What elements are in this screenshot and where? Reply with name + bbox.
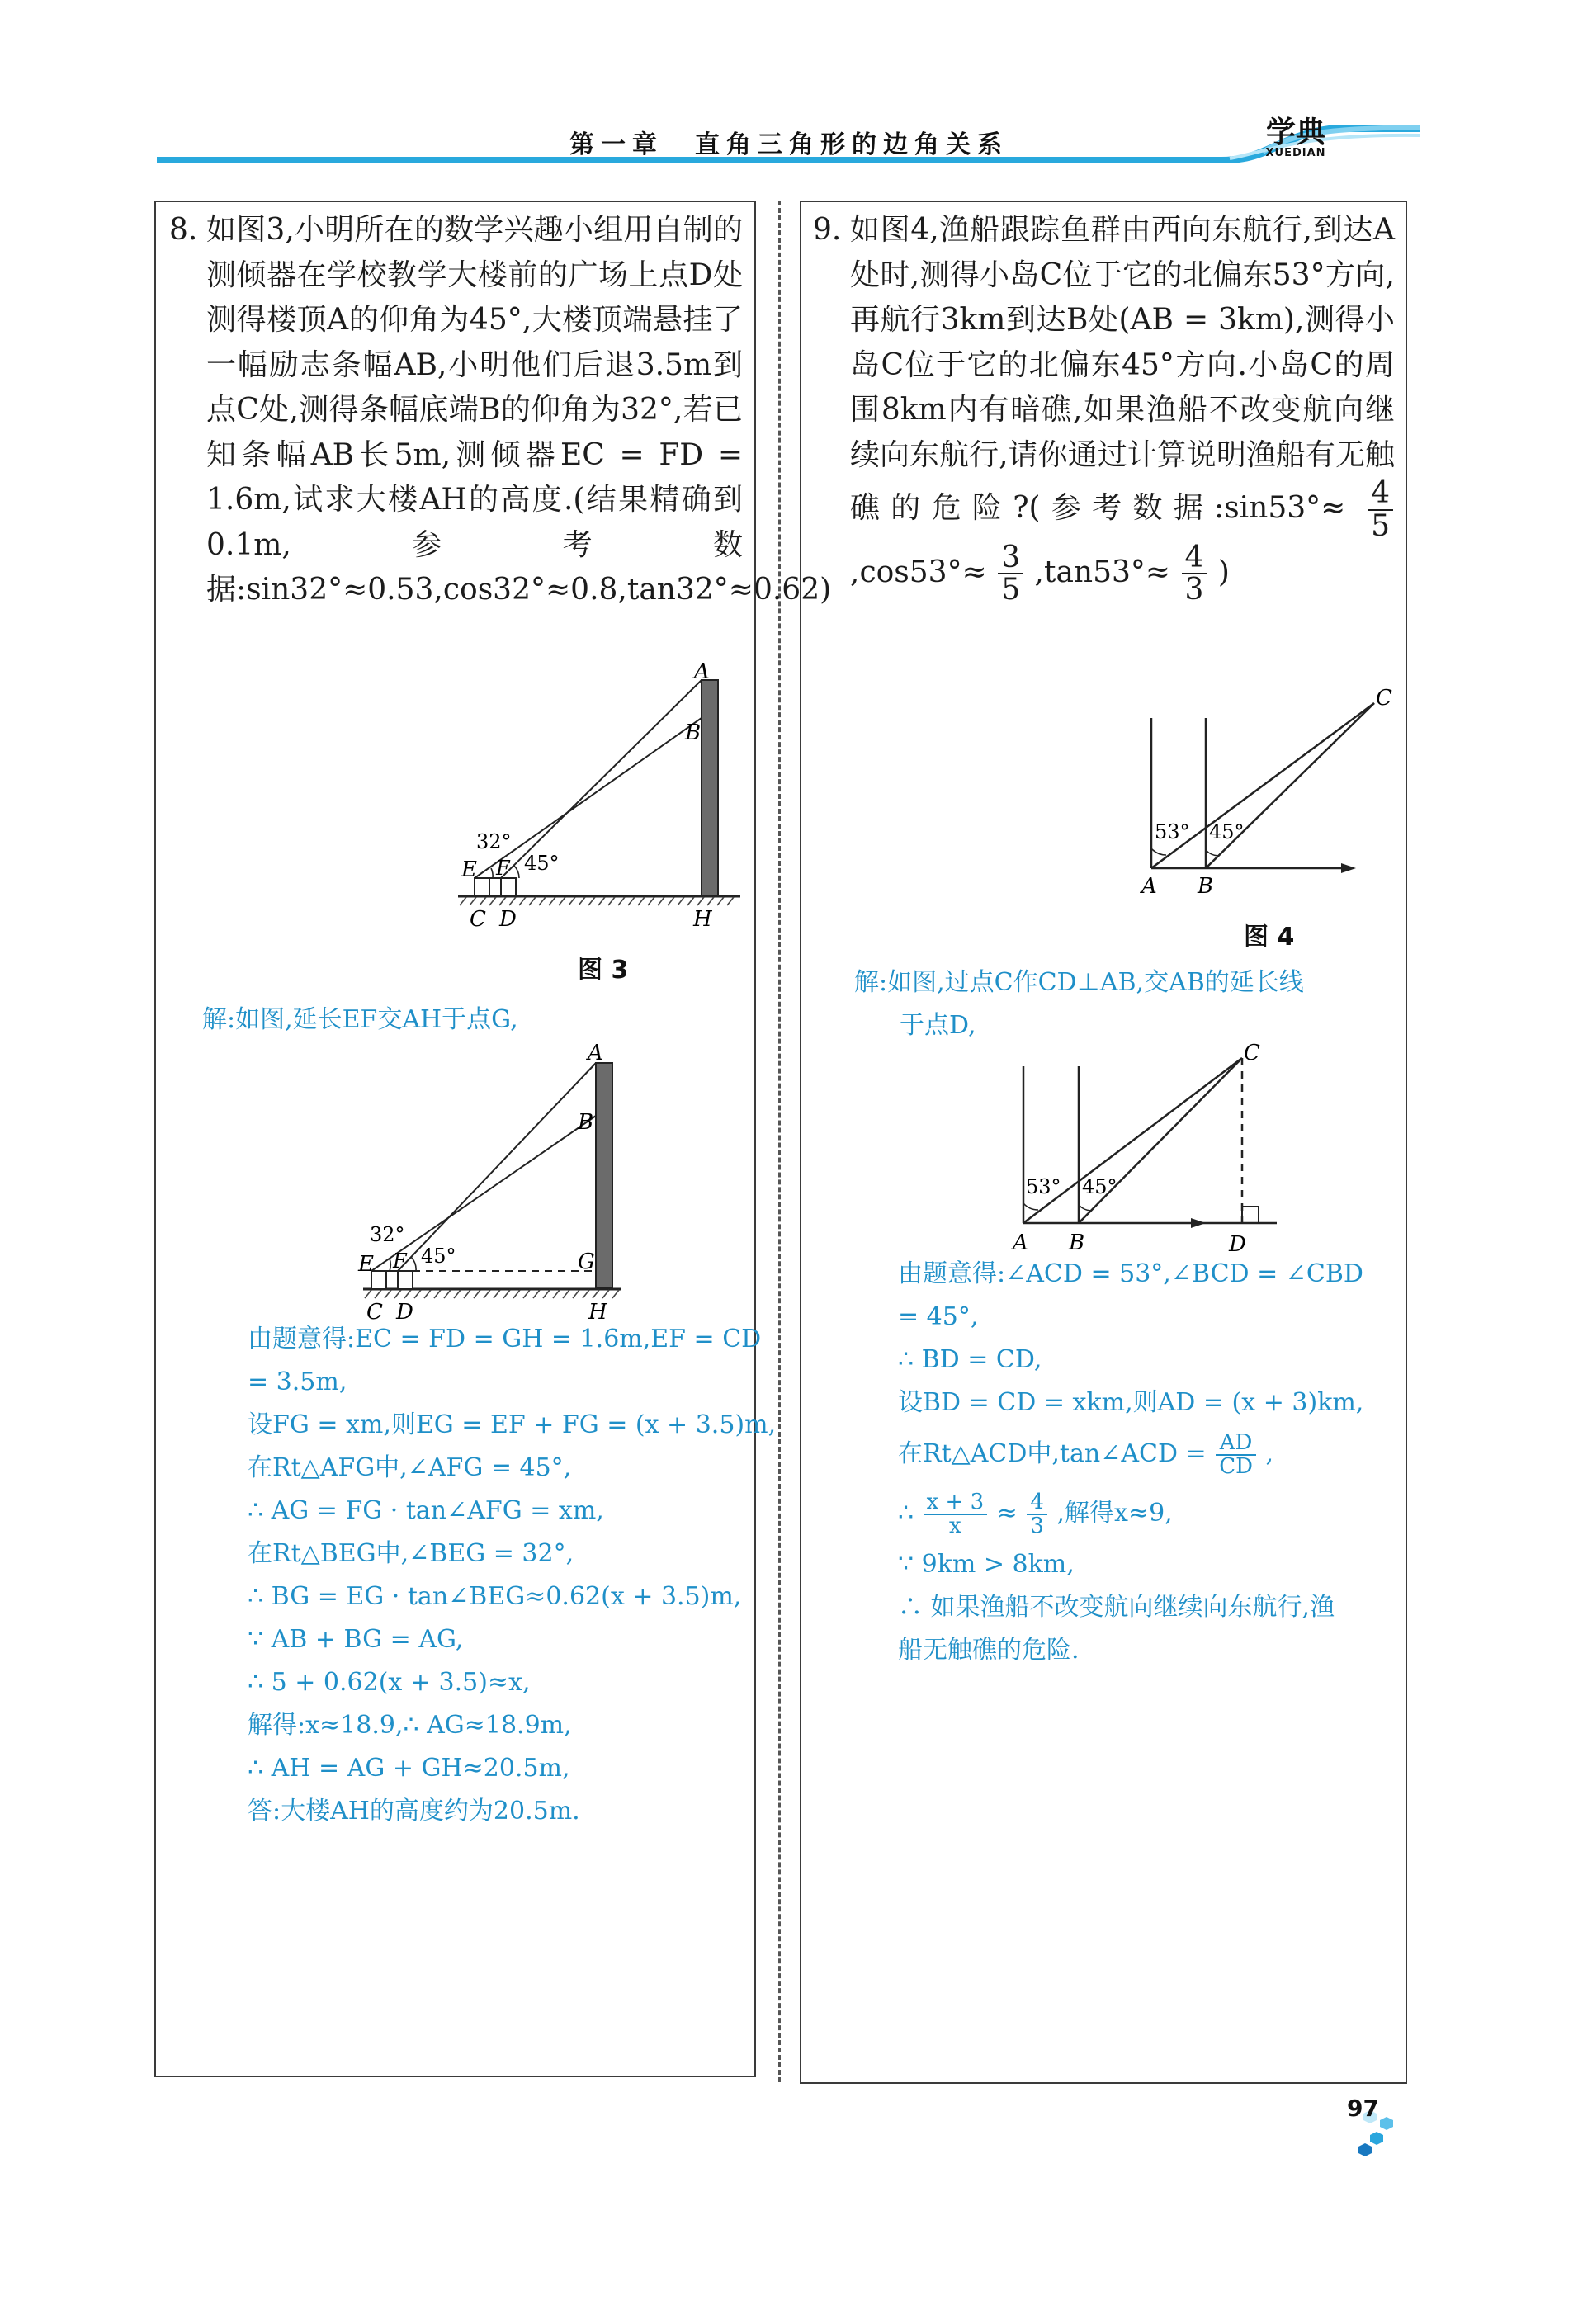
fig4-angle-45: 45°: [1209, 820, 1245, 843]
q9-solution-line: ∴ 如果渔船不改变航向继续向东航行,渔: [898, 1593, 1335, 1622]
q9-solution-line: = 45°,: [898, 1302, 979, 1331]
figure-3-caption: 图 3: [578, 956, 629, 985]
q8-solution-line: ∴ AG = FG · tan∠AFG = xm,: [248, 1496, 604, 1525]
fig3-angle-32: 32°: [476, 830, 512, 853]
figure-4-solution: [1011, 1042, 1283, 1260]
fig4s-label-b: B: [1069, 1230, 1085, 1255]
fig3-angle-45: 45°: [524, 852, 560, 875]
sin53-fraction: $\frac{4}{5}$: [1368, 478, 1393, 542]
q9-solution-line: 设BD = CD = xkm,则AD = (x + 3)km,: [898, 1388, 1364, 1417]
question-9-main-text: 如图4,渔船跟踪鱼群由西向东航行,到达A处时,测得小岛C位于它的北偏东53°方向,再航行3km到达B处(AB = 3km),测得小岛C位于它的北偏东45°方向.小岛C的周围8km内有暗礁,如果渔船不改变航向继续向东航行,请你通过计算说明渔船有无触礁的危险?(参考数据:sin53°≈: [850, 213, 1395, 525]
q9-solution: [898, 1253, 1363, 1672]
fig4s-angle-53: 53°: [1026, 1175, 1061, 1198]
q9-solution-line: 于点D,: [900, 1011, 976, 1040]
q8-solution-intro: [202, 999, 518, 1042]
four-thirds-fraction: $\frac{4}{3}$: [1027, 1491, 1047, 1538]
q8-solution-line: ∴ 5 + 0.62(x + 3.5)≈x,: [248, 1668, 531, 1697]
q9-solution-line: 船无触礁的危险.: [898, 1636, 1080, 1665]
fig3s-angle-45: 45°: [421, 1245, 456, 1268]
q9-solution-line: ∵ 9km > 8km,: [898, 1550, 1075, 1579]
tan53-label: ,tan53°≈: [1034, 555, 1171, 589]
chapter-title: 第一章 直角三角形的边角关系: [569, 130, 1009, 159]
q8-solution-line: ∴ BG = EG · tan∠BEG≈0.62(x + 3.5)m,: [248, 1582, 742, 1611]
question-8-number: 8.: [169, 213, 198, 247]
fig3s-label-e: E: [358, 1252, 374, 1277]
fig3-label-a: A: [694, 659, 710, 684]
logo: [1230, 109, 1362, 163]
q8-solution-line: 解:如图,延长EF交AH于点G,: [202, 1005, 518, 1034]
q8-solution-line: 由题意得:EC = FD = GH = 1.6m,EF = CD: [248, 1325, 762, 1353]
q8-solution-line: ∴ AH = AG + GH≈20.5m,: [248, 1754, 570, 1783]
fig3s-angle-32: 32°: [370, 1223, 405, 1246]
figure-3-solution: [355, 1040, 627, 1325]
fig4-label-b: B: [1198, 874, 1214, 899]
x-plus-3-over-x-fraction: $\frac{x + 3}{x}$: [924, 1491, 988, 1538]
q9-solution-line: 由题意得:∠ACD = 53°,∠BCD = ∠CBD: [898, 1259, 1363, 1288]
fig4-label-c: C: [1376, 686, 1392, 711]
page-number: 97: [1347, 2095, 1379, 2122]
fig4-label-a: A: [1141, 874, 1157, 899]
q9-solution-line: ∴ BD = CD,: [898, 1345, 1042, 1374]
figure-4: [1135, 685, 1407, 900]
cos53-label: ,cos53°≈: [850, 555, 987, 589]
q8-solution-line: = 3.5m,: [248, 1367, 347, 1396]
q9-tan-line: 在Rt△ACD中,tan∠ACD = $\frac{AD}{CD}$ ,: [898, 1429, 1274, 1479]
logo-subtext: XUEDIAN: [1265, 147, 1326, 159]
question-9-number: 9.: [813, 213, 842, 247]
q9-ratio-line: ∴ $\frac{x + 3}{x}$ ≈ $\frac{4}{3}$ ,解得x≈9,: [898, 1489, 1173, 1538]
cos53-fraction: $\frac{3}{5}$: [998, 542, 1023, 607]
tan53-fraction: $\frac{4}{3}$: [1182, 542, 1207, 607]
question-9: [813, 208, 1395, 606]
figure-3: [450, 659, 747, 932]
fig4-angle-53: 53°: [1155, 820, 1190, 843]
question-9-text-end: ): [1217, 555, 1230, 589]
q8-solution-line: 在Rt△AFG中,∠AFG = 45°,: [248, 1453, 572, 1482]
fig3-label-f: F: [496, 857, 510, 880]
question-9-text: [850, 208, 1395, 606]
fig3-label-b: B: [685, 720, 702, 745]
fig3-label-e: E: [461, 857, 477, 882]
q8-solution-line: 答:大楼AH的高度约为20.5m.: [248, 1797, 580, 1826]
fig3s-label-a: A: [588, 1041, 603, 1065]
figure-4-caption: 图 4: [1244, 923, 1295, 952]
q9-solution-line: 解:如图,过点C作CD⊥AB,交AB的延长线: [854, 968, 1304, 997]
fig3s-label-d: D: [396, 1300, 413, 1325]
fig3-label-h: H: [693, 907, 712, 932]
q8-solution-line: ∵ AB + BG = AG,: [248, 1625, 464, 1654]
column-divider: [778, 201, 781, 2082]
logo-text: 学典: [1265, 116, 1325, 149]
fig3-label-c: C: [470, 907, 486, 932]
fig3s-label-f: F: [393, 1249, 407, 1273]
fig3s-label-h: H: [588, 1300, 607, 1325]
fig4s-label-d: D: [1229, 1232, 1246, 1257]
ad-over-cd-fraction: $\frac{AD}{CD}$: [1216, 1432, 1256, 1479]
question-8: [169, 208, 832, 613]
fig3s-label-g: G: [578, 1249, 595, 1274]
q8-solution-line: 设FG = xm,则EG = EF + FG = (x + 3.5)m,: [248, 1410, 777, 1439]
q8-solution: [248, 1318, 776, 1833]
q8-solution-line: 解得:x≈18.9,∴ AG≈18.9m,: [248, 1711, 572, 1740]
fig4s-label-a: A: [1013, 1230, 1028, 1255]
q9-solution-intro: [854, 961, 1304, 1047]
q8-solution-line: 在Rt△BEG中,∠BEG = 32°,: [248, 1539, 574, 1568]
fig3s-label-b: B: [578, 1110, 594, 1135]
question-8-text: 如图3,小明所在的数学兴趣小组用自制的测倾器在学校教学大楼前的广场上点D处测得楼顶A的仰角为45°,大楼顶端悬挂了一幅励志条幅AB,小明他们后退3.5m到点C处,测得条幅底端B的仰角为32°,若已知条幅AB长5m,测倾器EC = FD = 1.6m,试求大楼AH的高度.(结果精确到0.1m,参考数据:sin32°≈0.53,cos32°≈0.8,tan32°≈0.62): [206, 213, 832, 607]
fig3s-label-c: C: [366, 1300, 383, 1325]
fig3-label-d: D: [499, 907, 517, 932]
fig4s-label-c: C: [1244, 1041, 1260, 1065]
fig4s-angle-45: 45°: [1082, 1175, 1117, 1198]
